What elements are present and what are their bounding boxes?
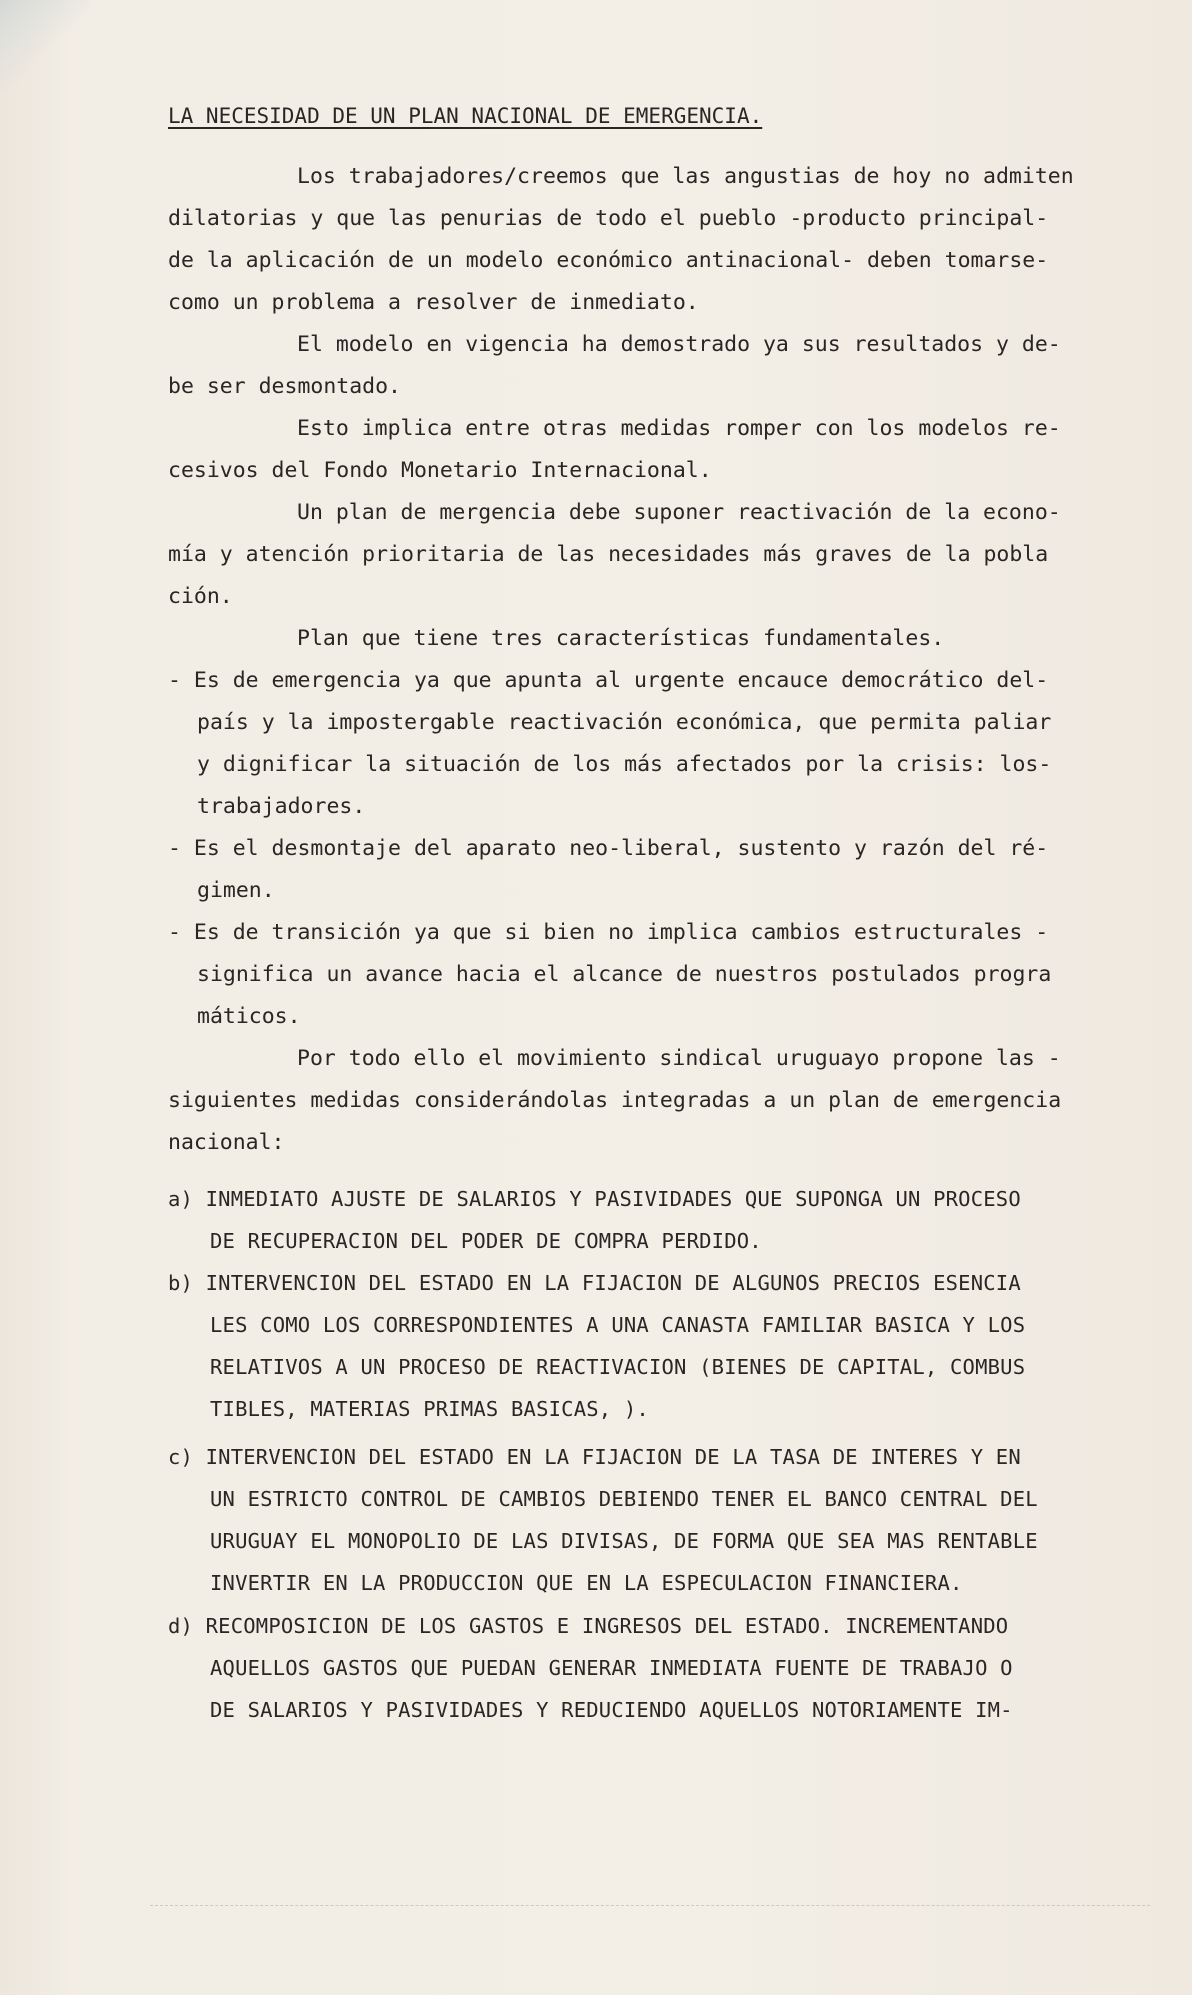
list-item: a) INMEDIATO AJUSTE DE SALARIOS Y PASIVIDADES QUE SUPONGA UN PROCESO xyxy=(168,1187,1021,1211)
text-line: DE SALARIOS Y PASIVIDADES Y REDUCIENDO AQUELLOS NOTORIAMENTE IM- xyxy=(210,1698,1013,1722)
text-line: TIBLES, MATERIAS PRIMAS BASICAS, ). xyxy=(210,1397,649,1421)
text-line: ción. xyxy=(168,584,233,609)
list-item: d) RECOMPOSICION DE LOS GASTOS E INGRESOS DEL ESTADO. INCREMENTANDO xyxy=(168,1614,1009,1638)
page-corner-shadow xyxy=(0,0,90,90)
text-line: Plan que tiene tres características fundamentales. xyxy=(297,626,945,651)
text-line: trabajadores. xyxy=(197,794,366,819)
list-item: b) INTERVENCION DEL ESTADO EN LA FIJACION DE ALGUNOS PRECIOS ESENCIA xyxy=(168,1271,1021,1295)
text-line: Los trabajadores/creemos que las angustias de hoy no admiten xyxy=(297,164,1074,189)
text-line: dilatorias y que las penurias de todo el pueblo -producto principal- xyxy=(168,206,1049,231)
text-line: URUGUAY EL MONOPOLIO DE LAS DIVISAS, DE FORMA QUE SEA MAS RENTABLE xyxy=(210,1529,1038,1553)
text-line: gimen. xyxy=(197,878,275,903)
document-title: LA NECESIDAD DE UN PLAN NACIONAL DE EMERGENCIA. xyxy=(168,104,763,128)
text-line: Un plan de mergencia debe suponer reactivación de la econo- xyxy=(297,500,1061,525)
text-line: DE RECUPERACION DEL PODER DE COMPRA PERDIDO. xyxy=(210,1229,762,1253)
text-line: INVERTIR EN LA PRODUCCION QUE EN LA ESPECULACION FINANCIERA. xyxy=(210,1571,963,1595)
text-line: RELATIVOS A UN PROCESO DE REACTIVACION (BIENES DE CAPITAL, COMBUS xyxy=(210,1355,1026,1379)
text-line: nacional: xyxy=(168,1130,285,1155)
text-line: de la aplicación de un modelo económico antinacional- deben tomarse- xyxy=(168,248,1049,273)
text-line: LES COMO LOS CORRESPONDIENTES A UNA CANASTA FAMILIAR BASICA Y LOS xyxy=(210,1313,1026,1337)
list-item: - Es de transición ya que si bien no implica cambios estructurales - xyxy=(168,920,1049,945)
text-line: siguientes medidas considerándolas integradas a un plan de emergencia xyxy=(168,1088,1062,1113)
text-line: AQUELLOS GASTOS QUE PUEDAN GENERAR INMEDIATA FUENTE DE TRABAJO O xyxy=(210,1656,1013,1680)
text-line: El modelo en vigencia ha demostrado ya sus resultados y de- xyxy=(297,332,1061,357)
text-line: be ser desmontado. xyxy=(168,374,401,399)
text-line: mía y atención prioritaria de las necesidades más graves de la pobla xyxy=(168,542,1049,567)
text-line: Por todo ello el movimiento sindical uruguayo propone las - xyxy=(297,1046,1061,1071)
text-line: Esto implica entre otras medidas romper con los modelos re- xyxy=(297,416,1061,441)
list-item: - Es el desmontaje del aparato neo-liberal, sustento y razón del ré- xyxy=(168,836,1049,861)
text-line: significa un avance hacia el alcance de nuestros postulados progra xyxy=(197,962,1052,987)
text-line: máticos. xyxy=(197,1004,301,1029)
text-line: y dignificar la situación de los más afectados por la crisis: los- xyxy=(197,752,1052,777)
text-line: UN ESTRICTO CONTROL DE CAMBIOS DEBIENDO TENER EL BANCO CENTRAL DEL xyxy=(210,1487,1038,1511)
list-item: c) INTERVENCION DEL ESTADO EN LA FIJACION DE LA TASA DE INTERES Y EN xyxy=(168,1445,1021,1469)
text-line: país y la impostergable reactivación económica, que permita paliar xyxy=(197,710,1052,735)
text-line: cesivos del Fondo Monetario Internacional. xyxy=(168,458,712,483)
page-bottom-rule xyxy=(150,1905,1150,1906)
list-item: - Es de emergencia ya que apunta al urgente encauce democrático del- xyxy=(168,668,1049,693)
text-line: como un problema a resolver de inmediato. xyxy=(168,290,699,315)
